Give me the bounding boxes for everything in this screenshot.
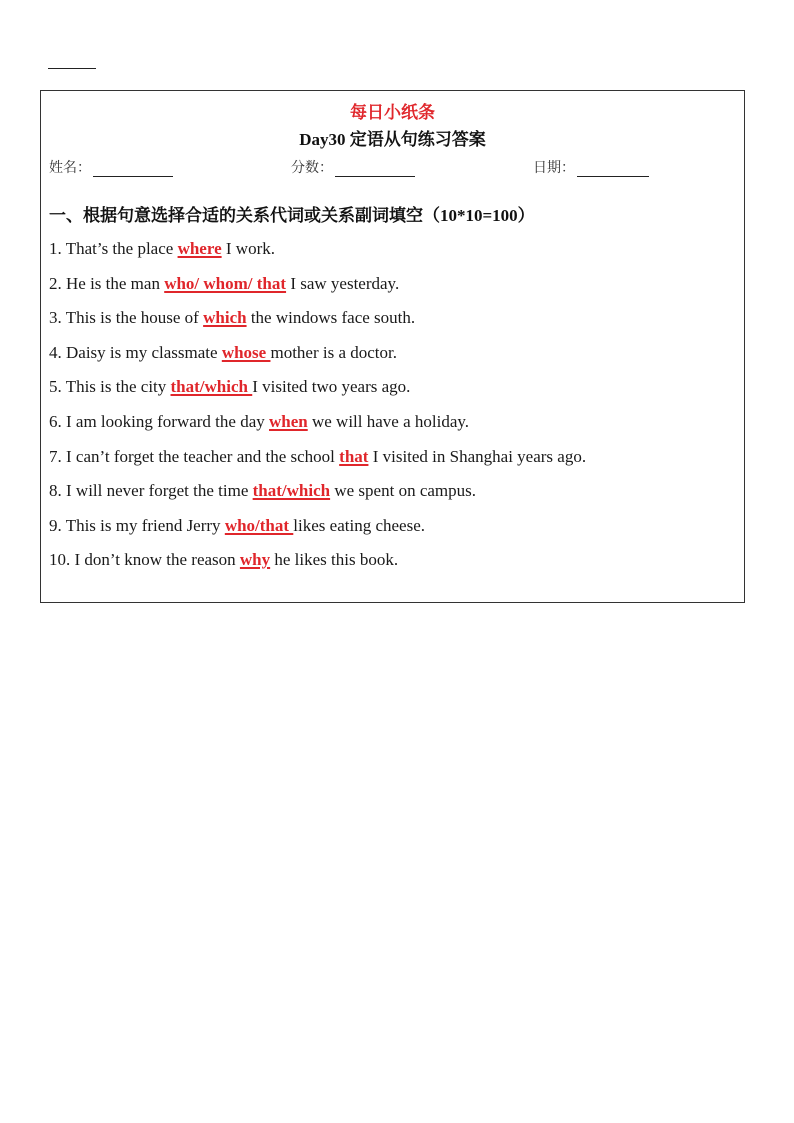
question-text-before: 1. That’s the place <box>49 239 178 258</box>
question-text-before: 8. I will never forget the time <box>49 481 253 501</box>
page-title: 每日小纸条 <box>350 103 435 122</box>
answer-sheet <box>40 90 745 603</box>
answer-text: why <box>239 550 271 570</box>
answer-text: who/ whom/ that <box>164 273 287 293</box>
question-item <box>49 446 586 481</box>
answer-text: that/which <box>170 377 253 397</box>
date-blank[interactable] <box>577 161 649 177</box>
question-text-after: I visited two years ago. <box>252 377 411 397</box>
question-list <box>49 238 586 584</box>
answer-text: who/that <box>224 515 294 535</box>
answer-text: that <box>339 446 369 466</box>
question-text-before: 2. He is the man <box>49 273 165 293</box>
question-text-after: mother is a doctor. <box>270 342 397 362</box>
answer-text: when <box>269 411 308 431</box>
question-item <box>49 515 586 550</box>
question-text-before: 3. This is the house of <box>49 308 204 328</box>
question-text-before: 7. I can’t forget the teacher and the school <box>49 446 340 466</box>
name-blank[interactable] <box>93 161 173 177</box>
question-item <box>49 480 586 515</box>
answer-text: that/which <box>252 481 331 501</box>
question-text-after: we will have a holiday. <box>307 411 470 431</box>
page-subtitle: Day30 定语从句练习答案 <box>299 130 486 149</box>
question-text-before: 5. This is the city <box>49 377 171 397</box>
top-rule <box>48 68 96 69</box>
question-text-after: the windows face south. <box>246 308 416 328</box>
question-item <box>49 238 586 273</box>
question-text-before: 6. I am looking forward the day <box>49 411 269 431</box>
section-heading: 一、根据句意选择合适的关系代词或关系副词填空（10*10=100） <box>49 206 535 225</box>
name-label: 姓名： <box>49 161 91 176</box>
name-field[interactable] <box>49 157 173 177</box>
question-item <box>49 273 586 308</box>
question-text-after: likes eating cheese. <box>293 515 425 535</box>
question-item <box>49 307 586 342</box>
date-label: 日期： <box>533 161 575 176</box>
question-text-after: we spent on campus. <box>330 481 476 501</box>
question-text-before: 10. I don’t know the reason <box>49 550 240 570</box>
info-row <box>41 157 744 179</box>
answer-text: where <box>177 239 222 258</box>
answer-text: which <box>203 308 247 328</box>
score-blank[interactable] <box>335 161 415 177</box>
question-item <box>49 342 586 377</box>
question-text-after: I visited in Shanghai years ago. <box>368 446 587 466</box>
question-item <box>49 376 586 411</box>
question-text-before: 9. This is my friend Jerry <box>49 515 225 535</box>
date-field[interactable] <box>533 157 649 177</box>
answer-text: whose <box>221 342 271 362</box>
question-text-after: I work. <box>221 239 275 258</box>
question-item <box>49 549 586 584</box>
score-field[interactable] <box>291 157 415 177</box>
question-text-after: I saw yesterday. <box>286 273 400 293</box>
score-label: 分数： <box>291 161 333 176</box>
question-text-before: 4. Daisy is my classmate <box>49 342 222 362</box>
question-item <box>49 411 586 446</box>
question-text-after: he likes this book. <box>270 550 399 570</box>
